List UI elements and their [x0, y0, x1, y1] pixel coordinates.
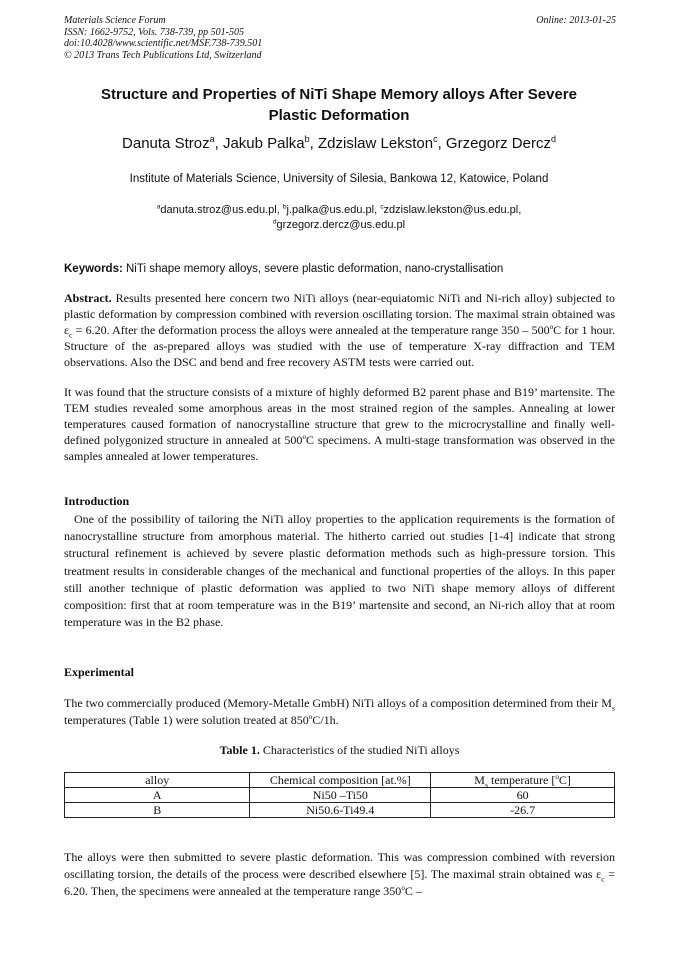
- cell-composition: Ni50.6-Ti49.4: [250, 803, 431, 818]
- online-date: Online: 2013-01-25: [536, 15, 616, 26]
- cell-ms: 60: [431, 788, 615, 803]
- title-line-1: Structure and Properties of NiTi Shape Memory alloys After Severe: [101, 86, 577, 103]
- table-row: [65, 803, 615, 818]
- post-table-text: [64, 849, 615, 900]
- table-caption: [64, 743, 615, 758]
- abstract-text: = 6.20. After the deformation process the alloys were annealed at the temperature range 350 – 500: [72, 323, 550, 337]
- author-name: Zdzislaw Lekston: [318, 135, 434, 152]
- cell-composition: Ni50 –Ti50: [250, 788, 431, 803]
- degree-mark: o: [401, 884, 405, 892]
- degree-mark: o: [302, 433, 307, 441]
- author-affiliation-mark: c: [433, 134, 438, 144]
- author-name: Danuta Stroz: [122, 135, 210, 152]
- subscript: c: [601, 874, 605, 884]
- keywords-text: NiTi shape memory alloys, severe plastic deformation, nano-crystallisation: [122, 263, 504, 275]
- author-affiliation-mark: b: [304, 134, 310, 144]
- email-mark: d: [272, 218, 277, 226]
- keywords: [64, 263, 616, 275]
- abstract-text: C for 1 hour. Structure of the as-prepared alloys was studied with the use of temperature X-ray diffraction and TEM observations. Also the DSC and bend and free recovery ASTM tests were carried out.: [64, 323, 615, 369]
- body-text: temperatures (Table 1) were solution treated at 850: [64, 713, 309, 727]
- body-text: C/1h.: [312, 713, 339, 727]
- paper-title: [70, 84, 608, 126]
- header-alloy: alloy: [65, 773, 250, 788]
- email-mark: b: [282, 203, 287, 211]
- cell-ms: -26.7: [431, 803, 615, 818]
- author-name: Grzegorz Dercz: [445, 135, 551, 152]
- author-affiliation-mark: d: [550, 134, 556, 144]
- degree-mark: o: [549, 323, 554, 331]
- introduction-heading: Introduction: [64, 494, 130, 508]
- email-b[interactable]: j.palka@us.edu.pl,: [286, 204, 378, 216]
- author-name: Jakub Palka: [222, 135, 305, 152]
- email-mark: a: [156, 203, 161, 211]
- copyright: © 2013 Trans Tech Publications Ltd, Switzerland: [64, 49, 262, 61]
- subscript: c: [69, 330, 73, 340]
- header-ms-temperature: [431, 773, 615, 788]
- journal-name: Materials Science Forum: [64, 15, 166, 26]
- doi: doi:10.4028/www.scientific.net/MSF.738-739.501: [64, 38, 263, 50]
- header-text: C]: [558, 773, 571, 787]
- abstract-text: Results presented here concern two NiTi alloys (near-equiatomic NiTi and Ni-rich alloy) subjected to plastic deformation by compression combined with reversion oscillating torsion. The maximal strain obtained was ε: [64, 291, 615, 337]
- experimental-heading: Experimental: [64, 665, 134, 679]
- author-affiliation-mark: a: [209, 134, 215, 144]
- body-text: = 6.20. Then, the specimens were annealed at the temperature range 350: [64, 867, 615, 898]
- journal-header: [64, 15, 262, 61]
- header-text: temperature [: [488, 773, 556, 787]
- abstract-paragraph-2: [64, 384, 615, 464]
- cell-alloy: B: [65, 803, 250, 818]
- table-row: [65, 788, 615, 803]
- author-list: Danuta Stroz$^a$, Jakub Palka$^b$, Zdzislaw Lekston$^c$, Grzegorz Dercz$^d$: [122, 134, 556, 152]
- cell-alloy: A: [65, 788, 250, 803]
- table-caption-text: Characteristics of the studied NiTi alloys: [259, 743, 460, 757]
- body-text: C –: [404, 884, 422, 898]
- subscript: s: [611, 703, 615, 713]
- keywords-label: Keywords:: [64, 263, 123, 275]
- email-d[interactable]: grzegorz.dercz@us.edu.pl: [276, 219, 406, 231]
- affiliation: Institute of Materials Science, University of Silesia, Bankowa 12, Katowice, Poland: [129, 173, 549, 185]
- body-text: The alloys were then submitted to severe plastic deformation. This was compression combined with reversion oscillating torsion, the details of the process were described elsewhere [5]. The maximal strain obtained was ε: [64, 850, 615, 881]
- author-emails: [40, 203, 638, 233]
- abstract-text: It was found that the structure consists of a mixture of highly deformed B2 parent phase and B19’ martensite. The TEM studies revealed some amorphous areas in the most strained region of the samples. Annealing at lower temperatures caused formation of nanocrystalline structure that grew to the microcrystalline and finally well-defined polygonized structure in annealed at 500: [64, 385, 615, 447]
- table-header-row: [65, 773, 615, 788]
- email-c[interactable]: zdzislaw.lekston@us.edu.pl,: [383, 204, 522, 216]
- degree-mark: o: [555, 773, 559, 781]
- abstract-label: Abstract.: [64, 291, 112, 305]
- email-a[interactable]: danuta.stroz@us.edu.pl,: [160, 204, 280, 216]
- body-text: The two commercially produced (Memory-Metalle GmbH) NiTi alloys of a composition determined from their M: [64, 696, 612, 710]
- header-composition: Chemical composition [at.%]: [250, 773, 431, 788]
- experimental-text: [64, 695, 615, 729]
- title-line-2: Plastic Deformation: [268, 107, 410, 124]
- abstract-text: C specimens. A multi-stage transformation was observed in the samples annealed at lower temperatures.: [64, 433, 615, 463]
- header-text: M: [474, 773, 485, 787]
- subscript: s: [484, 780, 489, 790]
- issn: ISSN: 1662-9752, Vols. 738-739, pp 501-505: [64, 26, 244, 38]
- email-mark: c: [380, 203, 384, 211]
- degree-mark: o: [308, 713, 313, 721]
- abstract-paragraph-1: [64, 290, 615, 370]
- introduction-text: One of the possibility of tailoring the NiTi alloy properties to the application requirements is the formation of nanocrystalline structure from amorphous material. The hitherto carried out studies [1-4] indicate that strong structural refinement is achieved by severe plastic deformation methods such as high-pressure torsion. This treatment results in considerable changes of the mechanical and functional properties of the alloys. In this paper still another technique of plastic deformation was applied to two NiTi shape memory alloys of different composition: first that at room temperature was in the B19’ martensite and second, an Ni-rich alloy that at room temperature was in the B2 phase.: [64, 512, 615, 630]
- table-caption-label: Table 1.: [219, 743, 260, 757]
- alloy-table: [64, 772, 615, 818]
